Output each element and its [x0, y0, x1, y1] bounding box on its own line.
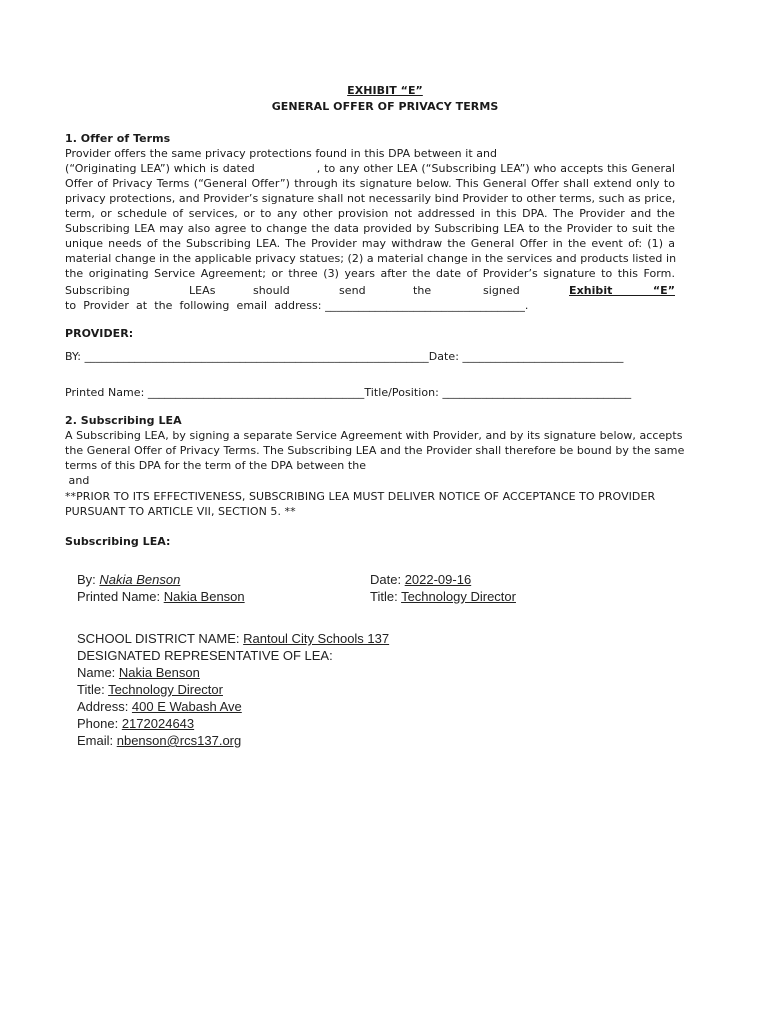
section2-line: A Subscribing LEA, by signing a separate Service Agreement with Provider, and by its signature below, accepts: [65, 429, 683, 442]
signature-by-value: Nakia Benson: [99, 572, 181, 587]
section1-line: Subscribing LEA may also agree to change the data provided by Subscribing LEA to the Provider to suit the: [65, 222, 675, 235]
send-word: Subscribing: [65, 284, 130, 297]
section2-line: and: [65, 474, 90, 487]
rep-phone: Phone: 2172024643: [77, 716, 195, 731]
section2-line: terms of this DPA for the term of the DPA between the: [65, 459, 367, 472]
designated-rep-heading: DESIGNATED REPRESENTATIVE OF LEA:: [77, 648, 333, 663]
notice-line: PURSUANT TO ARTICLE VII, SECTION 5. **: [65, 505, 296, 518]
signature-title-value: Technology Director: [401, 589, 516, 604]
send-word: send: [339, 284, 366, 297]
exhibit-reference: Exhibit “E”: [569, 284, 675, 297]
section1-heading: 1. Offer of Terms: [65, 132, 171, 145]
section2-line: the General Offer of Privacy Terms. The Subscribing LEA and the Provider shall therefore be bound by the same: [65, 444, 685, 457]
rep-address-value: 400 E Wabash Ave: [131, 699, 242, 714]
section1-line: term, or schedule of services, or to any other provision not addressed in this DPA. The Provider and the: [65, 207, 675, 220]
section1-line: Offer of Privacy Terms (“General Offer”) through its signature below. This General Offer shall extend only to: [65, 177, 675, 190]
section2-heading: 2. Subscribing LEA: [65, 414, 182, 427]
rep-address: Address: 400 E Wabash Ave: [77, 699, 242, 714]
rep-email-value: nbenson@rcs137.org: [116, 733, 242, 748]
signature-printed-value: Nakia Benson: [163, 589, 245, 604]
rep-name: Name: Nakia Benson: [77, 665, 200, 680]
district-name-value: Rantoul City Schools 137: [243, 631, 390, 646]
rep-phone-value: 2172024643: [121, 716, 195, 731]
send-word: signed: [483, 284, 520, 297]
signature-date: Date: 2022-09-16: [370, 572, 472, 587]
section1-line: privacy protections, and Provider’s signature shall not necessarily bind Provider to other terms, such as price,: [65, 192, 676, 205]
signature-by: By: Nakia Benson: [77, 572, 181, 587]
provider-printed-line: Printed Name: _______________________________________Title/Position: __________________________________: [65, 386, 632, 399]
signature-date-value: 2022-09-16: [404, 572, 472, 587]
send-word: LEAs: [189, 284, 216, 297]
section1-line: Provider offers the same privacy protections found in this DPA between it and: [65, 147, 498, 160]
section1-line: the originating Service Agreement; or three (3) years after the date of Provider’s signature to this Form.: [65, 267, 675, 280]
document-subtitle: GENERAL OFFER OF PRIVACY TERMS: [271, 100, 499, 113]
district-name: SCHOOL DISTRICT NAME: Rantoul City Schools 137: [77, 631, 390, 646]
section1-line: unique needs of the Subscribing LEA. The Provider may withdraw the General Offer in the event of: (1) a: [65, 237, 675, 250]
section1-line: (“Originating LEA”) which is dated , to any other LEA (“Subscribing LEA”) who accepts this General: [65, 162, 675, 175]
rep-title: Title: Technology Director: [77, 682, 223, 697]
signature-title: Title: Technology Director: [370, 589, 516, 604]
send-word: the: [413, 284, 432, 297]
provider-heading: PROVIDER:: [65, 327, 134, 340]
subscribing-lea-heading-cut: Subscribing LEA:: [65, 535, 171, 548]
notice-line: **PRIOR TO ITS EFFECTIVENESS, SUBSCRIBING LEA MUST DELIVER NOTICE OF ACCEPTANCE TO PROVIDER: [65, 490, 656, 503]
send-word: should: [253, 284, 290, 297]
rep-email: Email: nbenson@rcs137.org: [77, 733, 242, 748]
exhibit-title: EXHIBIT “E”: [347, 84, 423, 97]
section1-line: material change in the applicable privacy statues; (2) a material change in the services and products listed in: [65, 252, 677, 265]
rep-title-value: Technology Director: [108, 682, 223, 697]
provider-by-line: BY: ______________________________________________________________Date: _____________________________: [65, 350, 624, 363]
rep-name-value: Nakia Benson: [118, 665, 200, 680]
signature-printed-name: Printed Name: Nakia Benson: [77, 589, 245, 604]
email-address-line: to Provider at the following email address: ____________________________________.: [65, 299, 529, 312]
